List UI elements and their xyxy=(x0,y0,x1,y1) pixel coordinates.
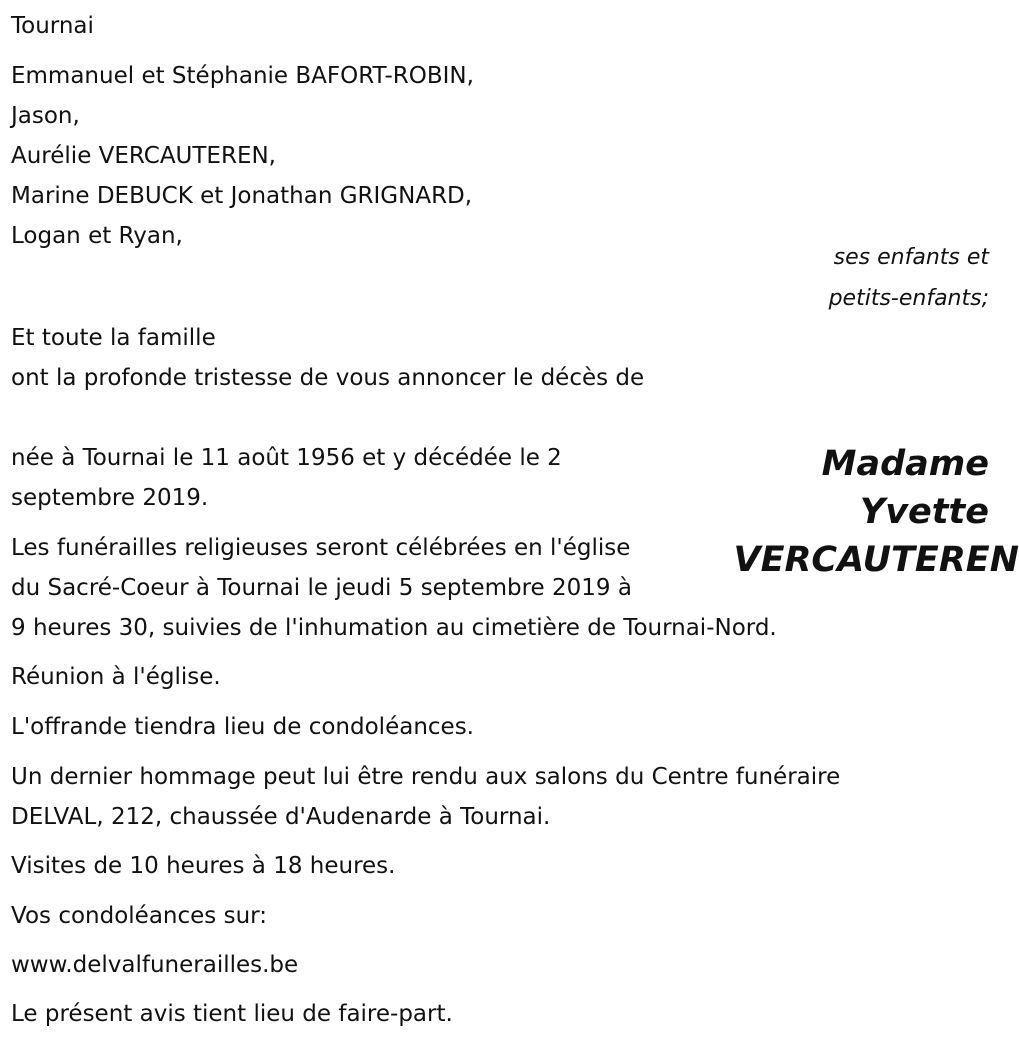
website-link[interactable]: www.delvalfunerailles.be xyxy=(11,952,299,978)
family-line: Aurélie VERCAUTEREN, xyxy=(11,143,276,169)
family-line: Emmanuel et Stéphanie BAFORT-ROBIN, xyxy=(11,63,474,89)
tribute-line-1: Un dernier hommage peut lui être rendu aux salons du Centre funéraire xyxy=(11,764,841,790)
family-line: Jason, xyxy=(11,103,80,129)
offering-text: L'offrande tiendra lieu de condoléances. xyxy=(11,714,474,740)
funeral-line-3: 9 heures 30, suivies de l'inhumation au cimetière de Tournai-Nord. xyxy=(11,615,777,641)
meeting-text: Réunion à l'église. xyxy=(11,664,221,690)
announcement-line-2: ont la profonde tristesse de vous annoncer le décès de xyxy=(11,365,645,391)
funeral-line-1: Les funérailles religieuses seront célébrées en l'église xyxy=(11,535,631,561)
notice-text: Le présent avis tient lieu de faire-part. xyxy=(11,1001,453,1027)
deceased-name xyxy=(729,440,1019,584)
birth-line-2: septembre 2019. xyxy=(11,485,209,511)
visits-text: Visites de 10 heures à 18 heures. xyxy=(11,853,396,879)
birth-line-1: née à Tournai le 11 août 1956 et y décédée le 2 xyxy=(11,445,562,471)
deceased-last-name: VERCAUTEREN xyxy=(733,540,1019,580)
funeral-line-2: du Sacré-Coeur à Tournai le jeudi 5 septembre 2019 à xyxy=(11,575,632,601)
condolences-label: Vos condoléances sur: xyxy=(11,903,267,929)
deceased-title: Madame xyxy=(821,444,989,484)
tribute-line-2: DELVAL, 212, chaussée d'Audenarde à Tournai. xyxy=(11,804,551,830)
relation-line-2: petits-enfants; xyxy=(828,286,989,311)
announcement-line-1: Et toute la famille xyxy=(11,325,216,351)
family-line: Logan et Ryan, xyxy=(11,223,183,249)
location-heading: Tournai xyxy=(11,13,94,39)
relation-line-1: ses enfants et xyxy=(833,245,989,270)
family-line: Marine DEBUCK et Jonathan GRIGNARD, xyxy=(11,183,473,209)
deceased-first-name: Yvette xyxy=(859,492,989,532)
